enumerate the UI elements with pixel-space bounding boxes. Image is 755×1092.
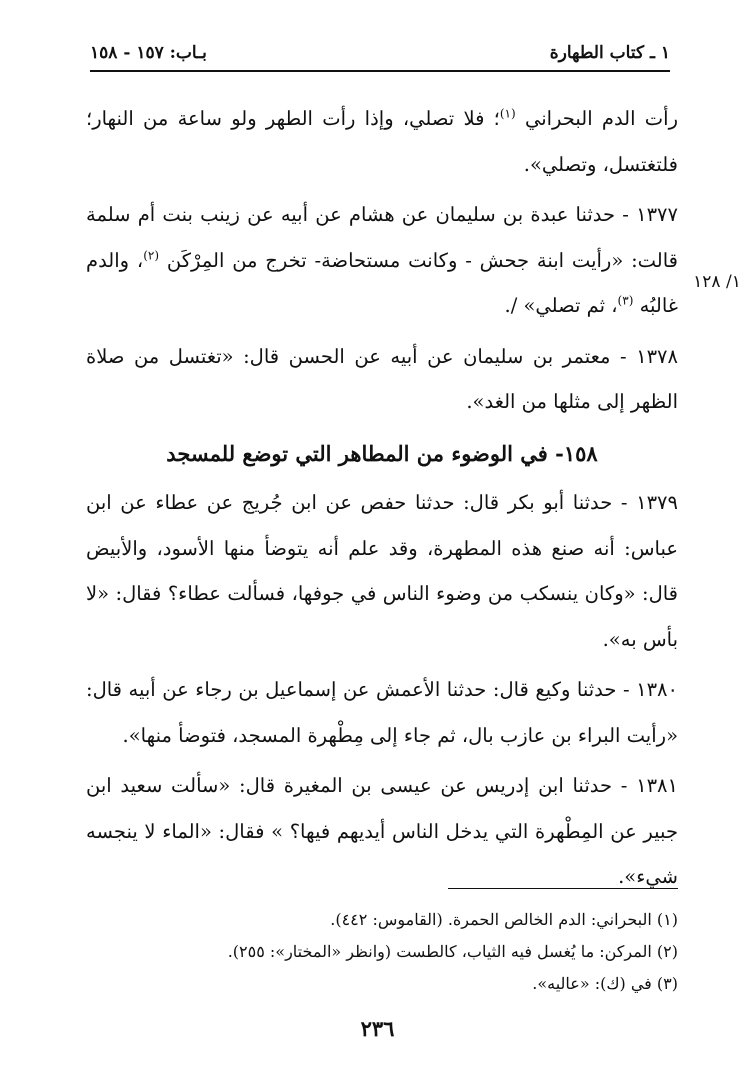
page-number: ٢٣٦ [360,1016,395,1041]
hadith-1380: ١٣٨٠ - حدثنا وكيع قال: حدثنا الأعمش عن إسماعيل بن رجاء عن أبيه قال: «رأيت البراء بن عازب بال، ثم جاء إلى مِطْهرة المسجد، فتوضأ منها». [86,678,678,747]
text-fragment: ١٣٧٧ - حدثنا عبدة بن سليمان عن هشام عن أبيه عن زينب بنت أم سلمة قالت: «رأيت ابنة جحش - وكانت مستحاضة- تخرج من المِرْكَن [86,203,678,272]
footnote-ref: (٣) [617,293,634,308]
running-header [90,36,670,72]
footnote-ref: (٢) [143,248,160,262]
text-fragment: ، ثم تصلي» /. [504,294,618,317]
footnote-divider [448,888,678,889]
hadith-1381: ١٣٨١ - حدثنا ابن إدريس عن عيسى بن المغيرة قال: «سألت سعيد ابن جبير عن المِطْهرة التي يدخل الناس أيديهم فيها؟ » فقال: «الماء لا ينجسه شيء». [86,774,678,888]
hadith-1377 [86,192,678,329]
footnote: (٢) المركن: ما يُغسل فيه الثياب، كالطست (وانظر «المختار»: ٢٥٥). [227,942,678,961]
text-fragment: ، والدم غالبُه [86,248,678,317]
hadith-1379: ١٣٧٩ - حدثنا أبو بكر قال: حدثنا حفص عن ابن جُريج عن عطاء عن ابن عباس: أنه صنع هذه المطهرة، وقد علم أنه يتوضأ منها الأسود، والأبيض قال: «وكان ينسكب من وضوء الناس في جوفها، فسألت عطاء؟ فقال: «لا بأس به». [86,491,678,651]
book-title: ١ ـ كتاب الطهارة [549,43,670,63]
text-fragment: ؛ فلا تصلي، وإذا رأت الطهر ولو ساعة من النهار؛ فلتغتسل، وتصلي». [86,107,678,176]
footnotes [86,904,678,1000]
text-fragment: رأت الدم البحراني [524,107,678,130]
footnote: (٣) في (ك): «عاليه». [532,974,678,993]
main-text [86,96,678,905]
paragraph-continuation [86,96,678,187]
footnote-ref: (١) [499,106,516,121]
hadith-1378: ١٣٧٨ - معتمر بن سليمان عن أبيه عن الحسن قال: «تغتسل من صلاة الظهر إلى مثلها من الغد». [86,344,678,413]
margin-reference: ١/ ١٢٨ [693,272,741,292]
footnote: (١) البحراني: الدم الخالص الحمرة. (القاموس: ٤٤٢). [330,910,678,929]
chapter-heading: ١٥٨- في الوضوء من المطاهر التي توضع للمسجد [166,440,598,466]
chapter-range: بـاب: ١٥٧ - ١٥٨ [90,43,207,63]
